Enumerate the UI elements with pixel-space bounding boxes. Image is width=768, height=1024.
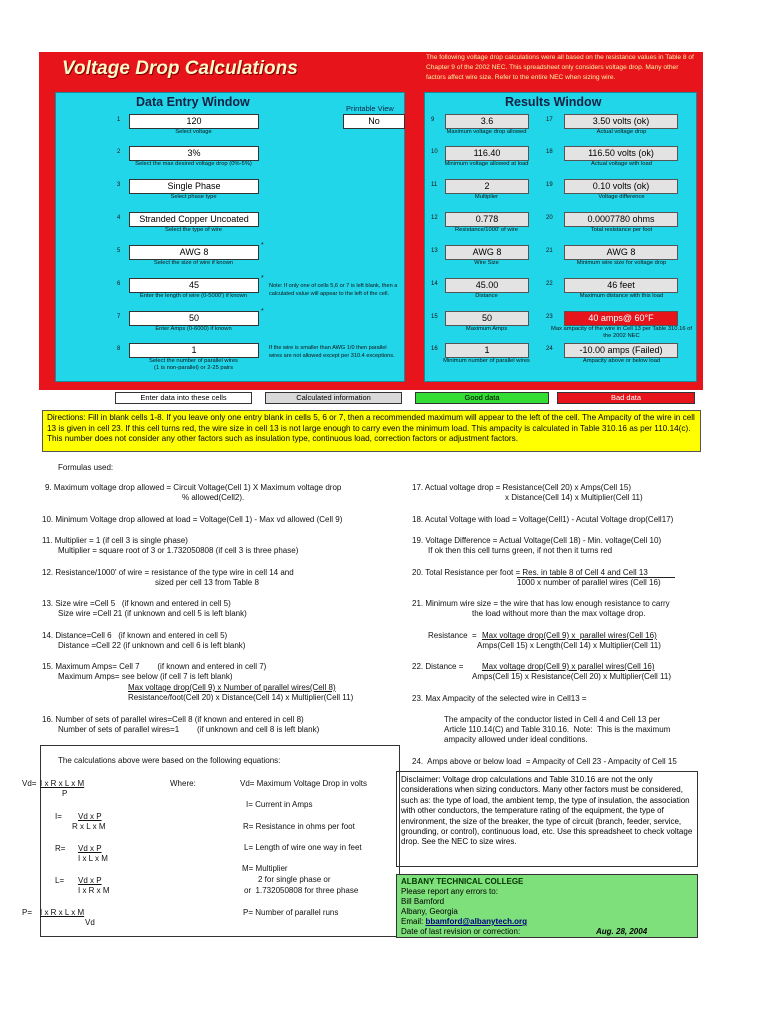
result-cell-caption: Actual voltage with load — [591, 161, 652, 167]
entry-cell-caption: Select the size of wire if known — [153, 260, 234, 266]
formula-23d: ampacity allowed under ideal conditions. — [444, 735, 588, 744]
entry-cell-number: 3 — [117, 182, 121, 188]
entry-cell-number: 4 — [117, 215, 121, 221]
legend-enter-data: Enter data into these cells — [115, 392, 252, 404]
formula-23c: Article 110.14(C) and Table 310.16. Note: This is the maximum — [444, 725, 671, 734]
formula-18: 18. Acutal Voltage with load = Voltage(Cell1) - Acutal Voltage drop(Cell17) — [412, 515, 674, 524]
entry-cell-5-input[interactable]: AWG 8 — [129, 245, 259, 260]
legend-bad-data: Bad data — [557, 392, 695, 404]
entry-cell-number: 2 — [117, 149, 121, 155]
result-cell-22-value: 46 feet — [564, 278, 678, 293]
result-cell-9-value: 3.6 — [445, 114, 529, 129]
formula-14a: 14. Distance=Cell 6 (if known and entered in cell 5) — [42, 631, 228, 640]
eq-def-r: R= Resistance in ohms per foot — [243, 822, 355, 831]
formula-resistance-numerator: Max voltage drop(Cell 9) x parallel wires(Cell 16) — [482, 631, 657, 640]
legend-good-data: Good data — [415, 392, 549, 404]
result-cell-number: 20 — [546, 215, 553, 221]
formula-11a: 11. Multiplier = 1 (if cell 3 is single phase) — [42, 536, 188, 545]
formula-11b: Multiplier = square root of 3 or 1.732050808 (if cell 3 is three phase) — [58, 546, 299, 555]
result-cell-number: 21 — [546, 248, 553, 254]
header-note: The following voltage drop calculations were all based on the resistance values in Table 8 of Chapter 9 of the 2002 NEC. This spreadsheet only considers voltage drop. Many other factors affect wire size. Refer to the entire NEC when sizing wire. — [426, 54, 694, 81]
formula-14b: Distance =Cell 22 (if unknown and cell 6 is left blank) — [58, 641, 246, 650]
eq-l-denominator: I x R x M — [78, 886, 110, 895]
formula-9a: 9. Maximum voltage drop allowed = Circuit Voltage(Cell 1) X Maximum voltage drop — [45, 483, 342, 492]
formulas-heading: Formulas used: — [58, 463, 114, 472]
result-cell-number: 22 — [546, 281, 553, 287]
entry-cell-number: 8 — [117, 346, 121, 352]
college-contact-name: Bill Bamford — [401, 897, 445, 906]
formula-13b: Size wire =Cell 21 (if unknown and cell 5 is left blank) — [58, 609, 247, 618]
eq-def-l: L= Length of wire one way in feet — [244, 843, 362, 852]
result-cell-caption: Max ampacity of the wire in Cell 13 per Table 310.16 of the 2002 NEC — [550, 326, 693, 339]
result-cell-number: 11 — [431, 182, 438, 188]
formula-17b: x Distance(Cell 14) x Multiplier(Cell 11) — [505, 493, 643, 502]
eq-p-denominator: Vd — [85, 918, 95, 927]
equations-box — [40, 745, 400, 937]
result-cell-caption: Resistance/1000' of wire — [455, 227, 518, 233]
entry-cell-1-input[interactable]: 120 — [129, 114, 259, 129]
entry-cell-number: 7 — [117, 314, 121, 320]
formula-15d: Resistance/foot(Cell 20) x Distance(Cell 14) x Multiplier(Cell 11) — [128, 693, 354, 702]
formula-10: 10. Minimum Voltage drop allowed at load = Voltage(Cell 1) - Max vd allowed (Cell 9) — [42, 515, 343, 524]
entry-cell-8-input[interactable]: 1 — [129, 343, 259, 358]
eq-vd-denominator: P — [62, 789, 68, 798]
result-cell-14-value: 45.00 — [445, 278, 529, 293]
equations-heading: The calculations above were based on the following equations: — [58, 756, 281, 765]
result-cell-12-value: 0.778 — [445, 212, 529, 227]
result-cell-caption: Total resistance per foot — [590, 227, 653, 233]
result-cell-number: 12 — [431, 215, 438, 221]
entry-cell-2-input[interactable]: 3% — [129, 146, 259, 161]
formula-21b: the load without more than the max voltage drop. — [472, 609, 646, 618]
entry-cell-caption: Select phase type — [170, 194, 217, 200]
result-cell-number: 23 — [546, 314, 553, 320]
entry-heading: Data Entry Window — [136, 95, 250, 109]
legend-calculated: Calculated information — [265, 392, 402, 404]
formula-12a: 12. Resistance/1000' of wire = resistance of the type wire in cell 14 and — [42, 568, 294, 577]
result-cell-21-value: AWG 8 — [564, 245, 678, 260]
result-cell-caption: Actual voltage drop — [596, 129, 647, 135]
college-email-link[interactable]: bbamford@albanytech.org — [425, 917, 528, 926]
eq-i-lhs: I= — [55, 812, 62, 821]
formula-19b: If ok then this cell turns green, if not then it turns red — [428, 546, 613, 555]
eq-def-i: I= Current in Amps — [246, 800, 313, 809]
result-cell-number: 17 — [546, 117, 553, 123]
formula-13a: 13. Size wire =Cell 5 (if known and entered in cell 5) — [42, 599, 231, 608]
results-panel — [424, 92, 697, 382]
result-cell-10-value: 116.40 — [445, 146, 529, 161]
formula-15c: Max voltage drop(Cell 9) x Number of parallel wires(Cell 8) — [128, 683, 336, 692]
entry-side-note-2: If the wire is smaller than AWG 1/0 then parallel wires are not allowed except per 310.4 exceptions. — [269, 345, 395, 359]
formula-21a: 21. Minimum wire size = the wire that has low enough resistance to carry — [412, 599, 670, 608]
college-revision-date: Aug. 28, 2004 — [596, 927, 648, 936]
result-cell-caption: Ampacity above or below load — [582, 358, 661, 364]
result-cell-16-value: 1 — [445, 343, 529, 358]
formula-9b: % allowed(Cell2). — [182, 493, 245, 502]
result-cell-number: 16 — [431, 346, 438, 352]
disclaimer-box: Disclaimer: Voltage drop calculations and Table 310.16 are not the only considerations when sizing conductors. Many other factors must be considered, such as: the type of load, the ambient temp, the type of insulation, the association with other conductors, the temperature rating of the equipment, the type of environment, the size of the breaker, the type of circuit (branch, feeder, service, grounding, or control), continuous load, etc. Use this spreadsheet to check voltage drop. See the NEC to size wires. — [396, 771, 698, 867]
eq-def-p: P= Number of parallel runs — [243, 908, 339, 917]
formula-20b: 1000 x number of parallel wires (Cell 16) — [517, 578, 661, 587]
entry-cell-6-input[interactable]: 45 — [129, 278, 259, 293]
result-cell-caption: Distance — [475, 293, 498, 299]
college-revision-label: Date of last revision or correction: — [401, 927, 521, 936]
eq-p-numerator: I x R x L x M — [40, 908, 85, 917]
printable-view-select[interactable]: No — [343, 114, 405, 129]
result-cell-caption: Maximum voltage drop allowed — [446, 129, 527, 135]
eq-def-m2: 2 for single phase or — [258, 875, 331, 884]
entry-cell-caption: Enter the length of wire (0-5000') if known — [139, 293, 248, 299]
entry-cell-number: 6 — [117, 281, 121, 287]
formula-resistance-denominator: Amps(Cell 15) x Length(Cell 14) x Multiplier(Cell 11) — [477, 641, 661, 650]
result-cell-number: 18 — [546, 149, 553, 155]
data-entry-panel — [55, 92, 405, 382]
result-cell-number: 19 — [546, 182, 553, 188]
result-cell-20-value: 0.0007780 ohms — [564, 212, 678, 227]
result-cell-caption: Minimum voltage allowed at load — [444, 161, 529, 167]
result-cell-number: 24 — [546, 346, 553, 352]
eq-vd-numerator: I x R x L x M — [40, 779, 85, 788]
formula-22-numerator: Max voltage drop(Cell 9) x parallel wires(Cell 16) — [482, 662, 655, 671]
formula-19a: 19. Voltage Difference = Actual Voltage(Cell 18) - Min. voltage(Cell 10) — [412, 536, 662, 545]
formula-24: 24. Amps above or below load = Ampacity of Cell 23 - Ampacity of Cell 15 — [412, 757, 677, 766]
formula-15b: Maximum Amps= see below (if cell 7 is left blank) — [58, 672, 233, 681]
entry-cell-caption: Enter Amps (0-6000) if known — [155, 326, 232, 332]
results-heading: Results Window — [505, 95, 602, 109]
formula-23a: 23. Max Ampacity of the selected wire in Cell13 = — [412, 694, 587, 703]
eq-where: Where: — [170, 779, 196, 788]
required-star: * — [261, 308, 264, 315]
eq-i-numerator: Vd x P — [78, 812, 102, 821]
college-info-box — [396, 874, 698, 938]
result-cell-caption: Multiplier — [474, 194, 499, 200]
result-cell-caption: Minimum wire size for voltage drop — [576, 260, 667, 266]
formula-12b: sized per cell 13 from Table 8 — [155, 578, 259, 587]
eq-l-lhs: L= — [55, 876, 65, 885]
formula-22-denominator: Amps(Cell 15) x Resistance(Cell 20) x Multiplier(Cell 11) — [472, 672, 672, 681]
eq-def-m1: M= Multiplier — [242, 864, 288, 873]
formula-23b: The ampacity of the conductor listed in Cell 4 and Cell 13 per — [444, 715, 661, 724]
eq-r-lhs: R= — [55, 844, 66, 853]
college-name: ALBANY TECHNICAL COLLEGE — [401, 877, 524, 886]
entry-cell-caption: Select the max desired voltage drop (0%-5%) — [135, 161, 252, 167]
eq-vd-lhs: Vd= — [22, 779, 37, 788]
entry-cell-3-input[interactable]: Single Phase — [129, 179, 259, 194]
result-cell-number: 14 — [431, 281, 438, 287]
result-cell-caption: Maximum distance with this load — [579, 293, 664, 299]
result-cell-caption: Maximum Amps — [465, 326, 508, 332]
result-cell-19-value: 0.10 volts (ok) — [564, 179, 678, 194]
entry-cell-caption: Select the number of parallel wires — [149, 358, 238, 364]
result-cell-11-value: 2 — [445, 179, 529, 194]
required-star: * — [261, 275, 264, 282]
entry-cell-7-input[interactable]: 50 — [129, 311, 259, 326]
entry-cell-caption-2: (1 is non-parallel) or 2-25 pairs — [154, 365, 233, 371]
result-cell-caption: Voltage difference — [598, 194, 645, 200]
directions-box: Directions: Fill in blank cells 1-8. If you leave only one entry blank in cells 5, 6 or 7, then a recommended maximum will appear to the left of the cell. The Ampacity of the wire in cell 13 is given in cell 23. If this cell turns red, the wire size in cell 13 is not large enough to carry even the minimum load. This ampacity is calculated in Table 310.16 as per 110.14(c). This number does not consider any other factors such as insulation type, continuous load, correction factors or adjustment factors. — [42, 410, 701, 452]
college-city: Albany, Georgia — [401, 907, 458, 916]
eq-r-numerator: Vd x P — [78, 844, 102, 853]
printable-view-label: Printable View — [346, 104, 394, 113]
result-cell-caption: Minimum number of parallel wires — [443, 358, 530, 364]
result-cell-number: 13 — [431, 248, 438, 254]
entry-cell-number: 5 — [117, 248, 121, 254]
result-cell-number: 10 — [431, 149, 438, 155]
result-cell-15-value: 50 — [445, 311, 529, 326]
result-cell-number: 15 — [431, 314, 438, 320]
eq-def-vd: Vd= Maximum Voltage Drop in volts — [240, 779, 367, 788]
formula-16b: Number of sets of parallel wires=1 (if unknown and cell 8 is left blank) — [58, 725, 320, 734]
formula-20a: 20. Total Resistance per foot = Res. in table 8 of Cell 4 and Cell 13 — [412, 568, 648, 577]
entry-cell-caption: Select voltage — [175, 129, 212, 135]
result-cell-13-value: AWG 8 — [445, 245, 529, 260]
formula-resistance-label: Resistance = — [428, 631, 477, 640]
page-title: Voltage Drop Calculations — [62, 58, 298, 79]
eq-r-denominator: I x L x M — [78, 854, 108, 863]
entry-cell-caption: Select the type of wire — [164, 227, 223, 233]
result-cell-caption: Wire Size — [474, 260, 499, 266]
result-cell-24-value: -10.00 amps (Failed) — [564, 343, 678, 358]
eq-l-numerator: Vd x P — [78, 876, 102, 885]
formula-22-label: 22. Distance = — [412, 662, 464, 671]
result-cell-17-value: 3.50 volts (ok) — [564, 114, 678, 129]
entry-side-note-1: Note: If only one of cells 5,6 or 7 is left blank, then a calculated value will appear to the left of the cell. — [269, 283, 398, 297]
formula-16a: 16. Number of sets of parallel wires=Cell 8 (if known and entered in cell 8) — [42, 715, 304, 724]
eq-def-m3: or 1.732050808 for three phase — [244, 886, 359, 895]
formula-15a: 15. Maximum Amps= Cell 7 (if known and entered in cell 7) — [42, 662, 267, 671]
result-cell-23-value: 40 amps@ 60°F — [564, 311, 678, 326]
entry-cell-4-input[interactable]: Stranded Copper Uncoated — [129, 212, 259, 227]
eq-i-denominator: R x L x M — [72, 822, 106, 831]
result-cell-number: 9 — [431, 117, 435, 123]
entry-cell-number: 1 — [117, 117, 121, 123]
eq-p-lhs: P= — [22, 908, 33, 917]
formula-17a: 17. Actual voltage drop = Resistance(Cell 20) x Amps(Cell 15) — [412, 483, 631, 492]
result-cell-18-value: 116.50 volts (ok) — [564, 146, 678, 161]
required-star: * — [261, 242, 264, 249]
college-report-text: Please report any errors to: — [401, 887, 498, 896]
college-email-label: Email: — [401, 917, 424, 926]
formula-20-divider — [517, 577, 675, 578]
